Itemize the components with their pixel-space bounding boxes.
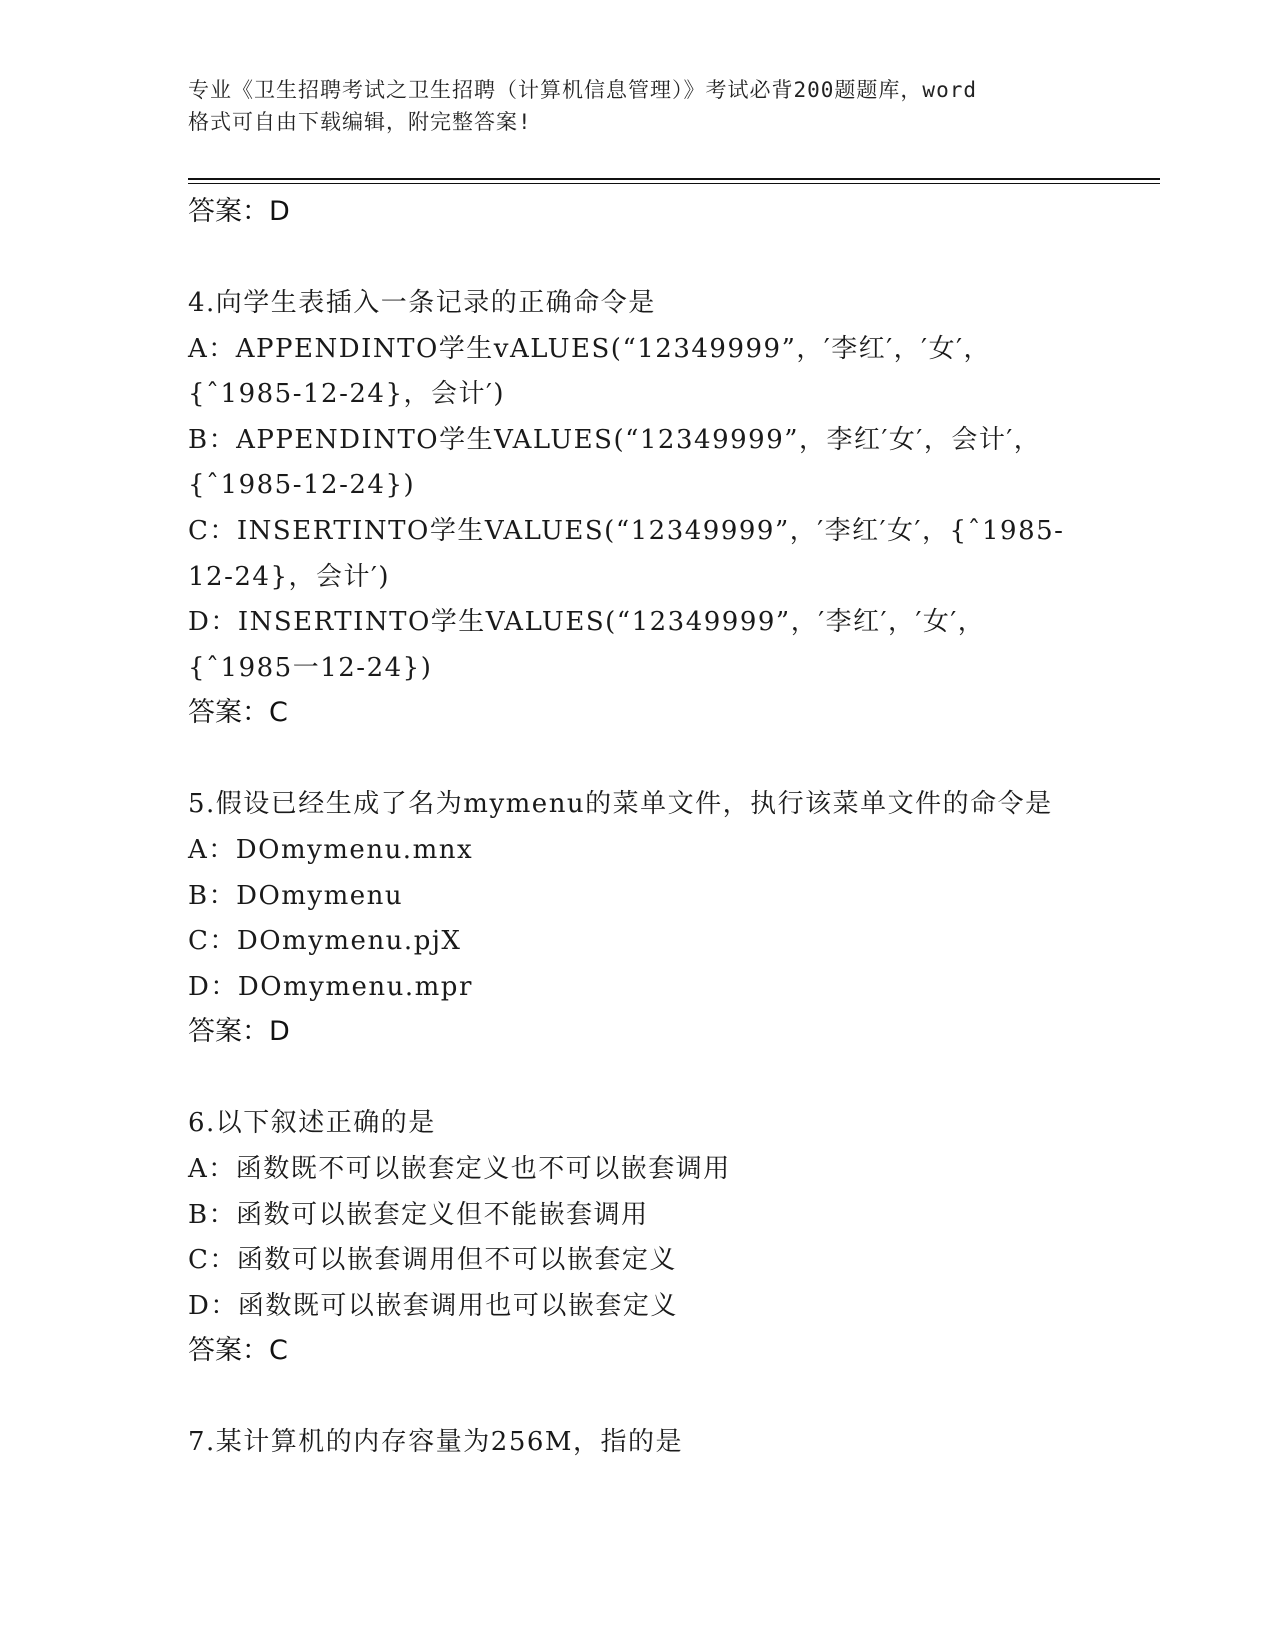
document-header	[188, 74, 1088, 138]
spacer	[188, 735, 1128, 782]
header-divider-thick	[188, 178, 1160, 180]
q7-question: 7.某计算机的内存容量为256M，指的是	[188, 1427, 684, 1458]
spacer	[188, 1373, 1128, 1420]
q4-option-d-line-2: {ˆ1985一12-24})	[188, 652, 433, 683]
spacer	[188, 1054, 1128, 1101]
q4-option-a-line-1: A：APPENDINTO学生vALUES(“12349999”，′李红′，′女′，	[188, 333, 991, 364]
q5-question: 5.假设已经生成了名为mymenu的菜单文件，执行该菜单文件的命令是	[188, 789, 1053, 820]
q4-option-b-line-1: B：APPENDINTO学生VALUES(“12349999”，李红′女′，会计′，	[188, 424, 1042, 455]
q4-option-c-line-2: 12-24}，会计′)	[188, 561, 391, 592]
spacer	[188, 234, 1128, 281]
q4-question: 4.向学生表插入一条记录的正确命令是	[188, 288, 656, 318]
q5-option-c: C：DOmymenu.pjX	[188, 926, 462, 957]
q4-option-a-line-2: {ˆ1985-12-24}，会计′)	[188, 379, 506, 410]
q4-option-c-line-1: C：INSERTINTO学生VALUES(“12349999”，′李红′女′，{ˆ1985-	[188, 515, 1065, 546]
question-4	[188, 281, 1128, 735]
q3-answer: 答案：D	[188, 196, 290, 227]
question-7	[188, 1420, 1128, 1466]
question-5	[188, 782, 1128, 1054]
q6-option-d: D：函数既可以嵌套调用也可以嵌套定义	[188, 1290, 678, 1321]
q5-option-b: B：DOmymenu	[188, 880, 404, 911]
question-6	[188, 1101, 1128, 1373]
q6-question: 6.以下叙述正确的是	[188, 1108, 436, 1139]
q6-option-c: C：函数可以嵌套调用但不可以嵌套定义	[188, 1245, 677, 1276]
q6-answer: 答案：C	[188, 1335, 288, 1367]
q5-answer: 答案：D	[188, 1016, 290, 1048]
header-title-line-1: 专业《卫生招聘考试之卫生招聘（计算机信息管理）》考试必背200题题库，word	[188, 78, 977, 102]
q4-option-d-line-1: D：INSERTINTO学生VALUES(“12349999”，′李红′，′女′，	[188, 607, 986, 638]
q5-option-a: A：DOmymenu.mnx	[188, 834, 474, 865]
question-list	[188, 190, 1128, 1466]
q5-option-d: D：DOmymenu.mpr	[188, 971, 473, 1002]
q4-option-b-line-2: {ˆ1985-12-24})	[188, 470, 416, 501]
header-divider-thin	[188, 183, 1160, 184]
header-title-line-2: 格式可自由下载编辑，附完整答案!	[188, 110, 532, 134]
q6-option-b: B：函数可以嵌套定义但不能嵌套调用	[188, 1199, 649, 1230]
q6-option-a: A：函数既不可以嵌套定义也不可以嵌套调用	[188, 1153, 731, 1184]
q4-answer: 答案：C	[188, 697, 288, 729]
